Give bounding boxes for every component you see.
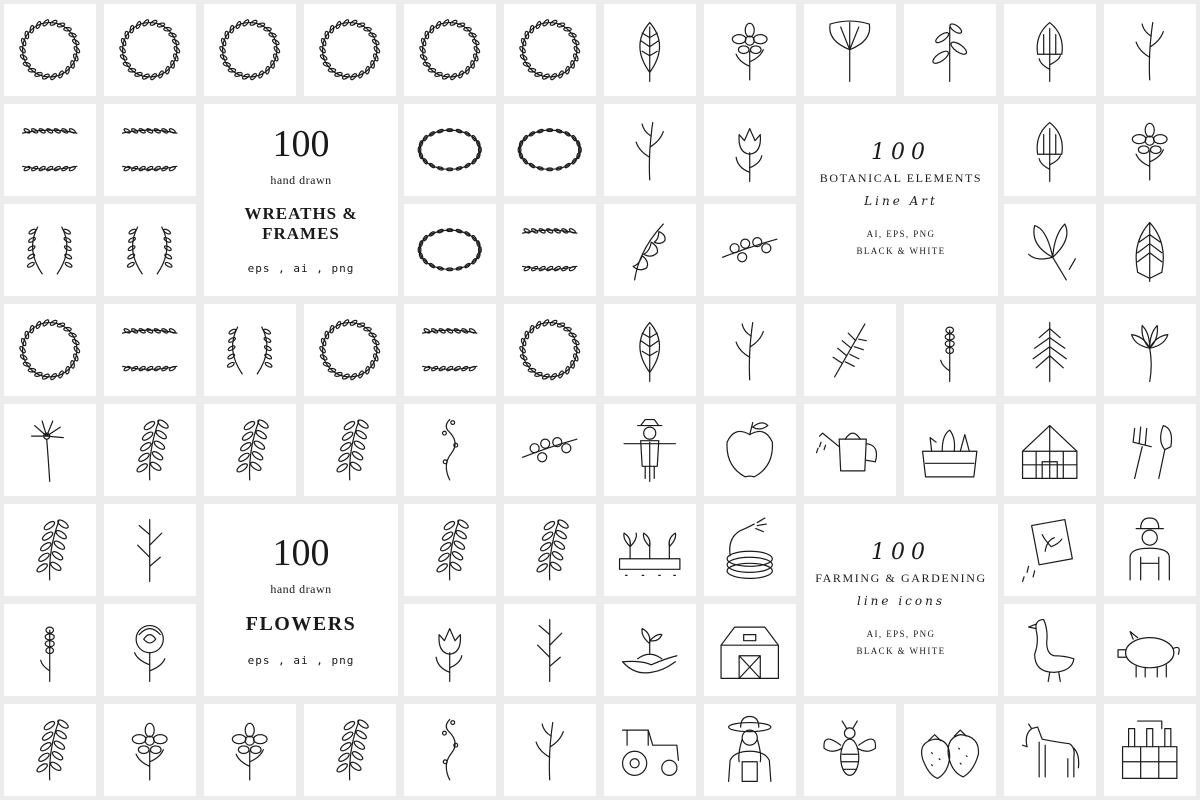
- ginkgo-icon: [812, 12, 887, 87]
- thumbnail-tile: [4, 304, 96, 396]
- thumbnail-tile: [404, 104, 496, 196]
- thumbnail-tile: [504, 404, 596, 496]
- thumbnail-tile: [704, 504, 796, 596]
- flowers-panel: [204, 504, 398, 696]
- wreaths-count: 100: [272, 123, 330, 165]
- thumbnail-tile: [404, 504, 496, 596]
- thumbnail-tile: [404, 204, 496, 296]
- thumbnail-tile: [604, 4, 696, 96]
- gardener-icon: [712, 712, 787, 787]
- thumbnail-tile: [804, 304, 896, 396]
- botanical-colors: BLACK & WHITE: [856, 246, 946, 256]
- berries-icon: [512, 412, 587, 487]
- vine-icon: [412, 712, 487, 787]
- thumbnail-tile: [504, 304, 596, 396]
- thumbnail-tile: [904, 304, 996, 396]
- oval-wreath-icon: [412, 112, 487, 187]
- thumbnail-tile: [704, 304, 796, 396]
- laurel-border-icon: [112, 312, 187, 387]
- thumbnail-tile: [1004, 404, 1096, 496]
- seedlings-icon: [612, 512, 687, 587]
- farmer-icon: [1112, 512, 1187, 587]
- tulip-icon: [412, 612, 487, 687]
- twig-icon: [112, 512, 187, 587]
- tractor-icon: [612, 712, 687, 787]
- seed-packet-icon: [1012, 512, 1087, 587]
- wreath-icon: [12, 312, 87, 387]
- horse-icon: [1012, 712, 1087, 787]
- flowers-subtitle: hand drawn: [270, 581, 332, 596]
- branch-icon: [512, 512, 587, 587]
- leaf-icon: [612, 312, 687, 387]
- bellflower-icon: [612, 212, 687, 287]
- thumbnail-tile: [104, 704, 196, 796]
- thumbnail-tile: [504, 204, 596, 296]
- thumbnail-tile: [4, 704, 96, 796]
- thumbnail-tile: [1004, 4, 1096, 96]
- branch-icon: [12, 712, 87, 787]
- thumbnail-tile: [104, 104, 196, 196]
- thumbnail-tile: [604, 504, 696, 596]
- thumbnail-tile: [1004, 504, 1096, 596]
- farming-formats: AI, EPS, PNG: [866, 628, 936, 639]
- botanical-elements-panel: [804, 104, 998, 296]
- thumbnail-tile: [204, 704, 296, 796]
- twig-icon: [512, 612, 587, 687]
- thumbnail-tile: [204, 304, 296, 396]
- strawberry-icon: [912, 712, 987, 787]
- flower-icon: [712, 12, 787, 87]
- botanical-subtitle: Line Art: [864, 193, 938, 208]
- pig-icon: [1112, 612, 1187, 687]
- oval-wreath-icon: [512, 112, 587, 187]
- thumbnail-tile: [904, 704, 996, 796]
- branch-icon: [412, 512, 487, 587]
- thumbnail-tile: [404, 704, 496, 796]
- botanical-count: 100: [871, 139, 931, 165]
- branch-icon: [12, 512, 87, 587]
- protea-icon: [1012, 12, 1087, 87]
- wreath-icon: [312, 312, 387, 387]
- thumbnail-tile: [1104, 604, 1196, 696]
- palm-leaf-icon: [1112, 212, 1187, 287]
- laurel-border-icon: [412, 312, 487, 387]
- wreath-icon: [412, 12, 487, 87]
- thumbnail-tile: [104, 204, 196, 296]
- thumbnail-tile: [404, 404, 496, 496]
- thumbnail-tile: [704, 4, 796, 96]
- thumbnail-tile: [904, 4, 996, 96]
- thumbnail-tile: [104, 504, 196, 596]
- vine-icon: [412, 412, 487, 487]
- barn-icon: [712, 612, 787, 687]
- thumbnail-tile: [4, 104, 96, 196]
- flowers-formats: eps , ai , png: [247, 653, 355, 667]
- farming-gardening-panel: [804, 504, 998, 696]
- thumbnail-tile: [104, 404, 196, 496]
- thumbnail-tile: [704, 604, 796, 696]
- farming-title: FARMING & GARDENING: [815, 570, 987, 585]
- hose-icon: [712, 512, 787, 587]
- protea-icon: [1012, 112, 1087, 187]
- sprout-hand-icon: [612, 612, 687, 687]
- laurel-icon: [112, 212, 187, 287]
- greenhouse-icon: [1012, 412, 1087, 487]
- flowers-count: 100: [272, 531, 330, 574]
- wreath-icon: [512, 312, 587, 387]
- wreaths-frames-panel: [204, 104, 398, 296]
- thumbnail-tile: [104, 4, 196, 96]
- scarecrow-icon: [612, 412, 687, 487]
- thumbnail-tile: [504, 4, 596, 96]
- thumbnail-tile: [404, 4, 496, 96]
- magnolia-icon: [1012, 212, 1087, 287]
- thumbnail-tile: [1004, 304, 1096, 396]
- rose-icon: [112, 612, 187, 687]
- branch-icon: [112, 412, 187, 487]
- sprig-icon: [612, 112, 687, 187]
- thumbnail-tile: [604, 704, 696, 796]
- thumbnail-tile: [104, 304, 196, 396]
- thumbnail-tile: [1104, 204, 1196, 296]
- thumbnail-tile: [204, 4, 296, 96]
- wreath-icon: [112, 12, 187, 87]
- laurel-border-icon: [512, 212, 587, 287]
- thumbnail-tile: [804, 4, 896, 96]
- thumbnail-tile: [1004, 704, 1096, 796]
- branch-icon: [312, 712, 387, 787]
- sprig-icon: [512, 712, 587, 787]
- thumbnail-tile: [804, 704, 896, 796]
- thumbnail-tile: [4, 4, 96, 96]
- wreath-icon: [212, 12, 287, 87]
- lavender-icon: [912, 312, 987, 387]
- thumbnail-tile: [704, 204, 796, 296]
- oval-wreath-icon: [412, 212, 487, 287]
- laurel-border-icon: [12, 112, 87, 187]
- lavender-icon: [12, 612, 87, 687]
- tulip-icon: [712, 112, 787, 187]
- thumbnail-tile: [1104, 704, 1196, 796]
- thumbnail-tile: [1004, 604, 1096, 696]
- sprig-icon: [712, 312, 787, 387]
- thumbnail-tile: [604, 404, 696, 496]
- thumbnail-tile: [4, 504, 96, 596]
- dandelion-icon: [12, 412, 87, 487]
- thumbnail-tile: [304, 304, 396, 396]
- berries-icon: [712, 212, 787, 287]
- laurel-icon: [12, 212, 87, 287]
- thumbnail-tile: [504, 604, 596, 696]
- thumbnail-tile: [704, 404, 796, 496]
- wreath-icon: [12, 12, 87, 87]
- plant-icon: [912, 12, 987, 87]
- thumbnail-tile: [904, 404, 996, 496]
- thumbnail-tile: [404, 604, 496, 696]
- botanical-formats: AI, EPS, PNG: [866, 228, 936, 239]
- wreaths-subtitle: hand drawn: [270, 173, 332, 187]
- thumbnail-tile: [604, 204, 696, 296]
- flowers-title: FLOWERS: [245, 612, 357, 635]
- flower-icon: [1112, 112, 1187, 187]
- wreath-icon: [312, 12, 387, 87]
- thumbnail-tile: [504, 704, 596, 796]
- farming-subtitle: line icons: [857, 593, 945, 608]
- bee-icon: [812, 712, 887, 787]
- thumbnail-tile: [4, 204, 96, 296]
- thumbnail-tile: [204, 404, 296, 496]
- farming-colors: BLACK & WHITE: [856, 646, 946, 656]
- lotus-icon: [1112, 312, 1187, 387]
- botanical-title: BOTANICAL ELEMENTS: [819, 170, 983, 185]
- goose-icon: [1012, 612, 1087, 687]
- thumbnail-tile: [804, 404, 896, 496]
- thumbnail-tile: [1104, 4, 1196, 96]
- thumbnail-tile: [304, 4, 396, 96]
- thumbnail-tile: [4, 604, 96, 696]
- wreath-icon: [512, 12, 587, 87]
- laurel-border-icon: [112, 112, 187, 187]
- thumbnail-tile: [1004, 204, 1096, 296]
- thumbnail-tile: [604, 604, 696, 696]
- thumbnail-tile: [704, 104, 796, 196]
- flower-icon: [112, 712, 187, 787]
- branch-icon: [212, 412, 287, 487]
- thumbnail-tile: [1104, 404, 1196, 496]
- fern-icon: [1012, 312, 1087, 387]
- thumbnail-tile: [1104, 104, 1196, 196]
- apple-icon: [712, 412, 787, 487]
- sprig-icon: [1112, 12, 1187, 87]
- thumbnail-tile: [704, 704, 796, 796]
- farming-count: 100: [871, 539, 931, 565]
- flower-icon: [212, 712, 287, 787]
- wreaths-formats: eps , ai , png: [247, 262, 355, 275]
- thumbnail-tile: [504, 504, 596, 596]
- milk-crate-icon: [1112, 712, 1187, 787]
- thumbnail-tile: [604, 304, 696, 396]
- thumbnail-tile: [604, 104, 696, 196]
- thumbnail-tile: [4, 404, 96, 496]
- thumbnail-tile: [1104, 504, 1196, 596]
- laurel-icon: [212, 312, 287, 387]
- thumbnail-tile: [1104, 304, 1196, 396]
- thumbnail-tile: [504, 104, 596, 196]
- thumbnail-tile: [304, 404, 396, 496]
- thumbnail-tile: [104, 604, 196, 696]
- leaf-icon: [612, 12, 687, 87]
- rosemary-icon: [812, 312, 887, 387]
- thumbnail-tile: [404, 304, 496, 396]
- thumbnail-tile: [1004, 104, 1096, 196]
- crate-icon: [912, 412, 987, 487]
- wreaths-title: WREATHS & FRAMES: [244, 204, 358, 243]
- branch-icon: [312, 412, 387, 487]
- garden-tools-icon: [1112, 412, 1187, 487]
- thumbnail-tile: [304, 704, 396, 796]
- watering-can-icon: [812, 412, 887, 487]
